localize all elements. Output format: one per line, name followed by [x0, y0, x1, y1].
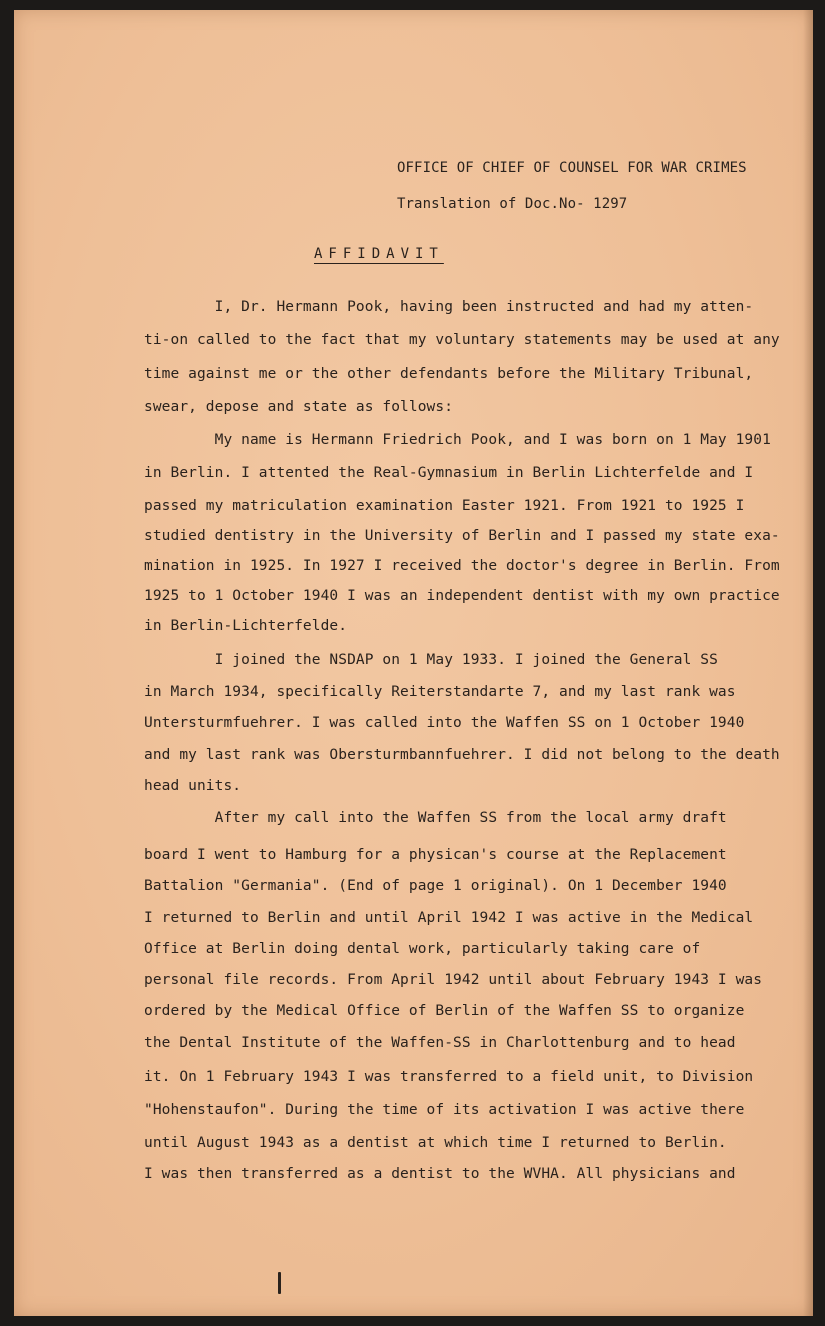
- margin-mark: [278, 1272, 281, 1294]
- body-line: personal file records. From April 1942 until about February 1943 I was: [144, 972, 763, 988]
- office-header: OFFICE OF CHIEF OF COUNSEL FOR WAR CRIMES: [397, 160, 747, 176]
- body-line: and my last rank was Obersturmbannfuehrer. I did not belong to the death: [144, 747, 780, 763]
- body-line: studied dentistry in the University of Berlin and I passed my state exa-: [144, 528, 780, 544]
- body-line: mination in 1925. In 1927 I received the doctor's degree in Berlin. From: [144, 558, 780, 574]
- body-line: passed my matriculation examination Easter 1921. From 1921 to 1925 I: [144, 498, 745, 514]
- body-line: I was then transferred as a dentist to the WVHA. All physicians and: [144, 1166, 736, 1182]
- body-line: until August 1943 as a dentist at which time I returned to Berlin.: [144, 1135, 727, 1151]
- body-line: ti-on called to the fact that my voluntary statements may be used at any: [144, 332, 780, 348]
- body-line: in Berlin. I attented the Real-Gymnasium in Berlin Lichterfelde and I: [144, 465, 754, 481]
- body-line: After my call into the Waffen SS from the local army draft: [144, 810, 727, 826]
- body-line: Untersturmfuehrer. I was called into the Waffen SS on 1 October 1940: [144, 715, 745, 731]
- document-page: [14, 10, 813, 1316]
- document-number: Translation of Doc.No- 1297: [397, 196, 628, 212]
- body-line: I, Dr. Hermann Pook, having been instructed and had my atten-: [144, 299, 754, 315]
- body-line: time against me or the other defendants before the Military Tribunal,: [144, 366, 754, 382]
- body-line: head units.: [144, 778, 242, 794]
- body-line: I returned to Berlin and until April 1942 I was active in the Medical: [144, 910, 754, 926]
- document-title: AFFIDAVIT: [314, 246, 444, 262]
- body-line: 1925 to 1 October 1940 I was an independent dentist with my own practice: [144, 588, 780, 604]
- body-line: board I went to Hamburg for a physican's course at the Replacement: [144, 847, 727, 863]
- body-line: ordered by the Medical Office of Berlin of the Waffen SS to organize: [144, 1003, 745, 1019]
- body-line: My name is Hermann Friedrich Pook, and I was born on 1 May 1901: [144, 432, 771, 448]
- body-line: in Berlin-Lichterfelde.: [144, 618, 348, 634]
- body-line: in March 1934, specifically Reiterstandarte 7, and my last rank was: [144, 684, 736, 700]
- body-line: it. On 1 February 1943 I was transferred to a field unit, to Division: [144, 1069, 754, 1085]
- body-line: the Dental Institute of the Waffen-SS in Charlottenburg and to head: [144, 1035, 736, 1051]
- body-line: Office at Berlin doing dental work, particularly taking care of: [144, 941, 701, 957]
- body-line: "Hohenstaufon". During the time of its activation I was active there: [144, 1102, 745, 1118]
- body-line: swear, depose and state as follows:: [144, 399, 454, 415]
- body-line: Battalion "Germania". (End of page 1 original). On 1 December 1940: [144, 878, 727, 894]
- body-line: I joined the NSDAP on 1 May 1933. I joined the General SS: [144, 652, 718, 668]
